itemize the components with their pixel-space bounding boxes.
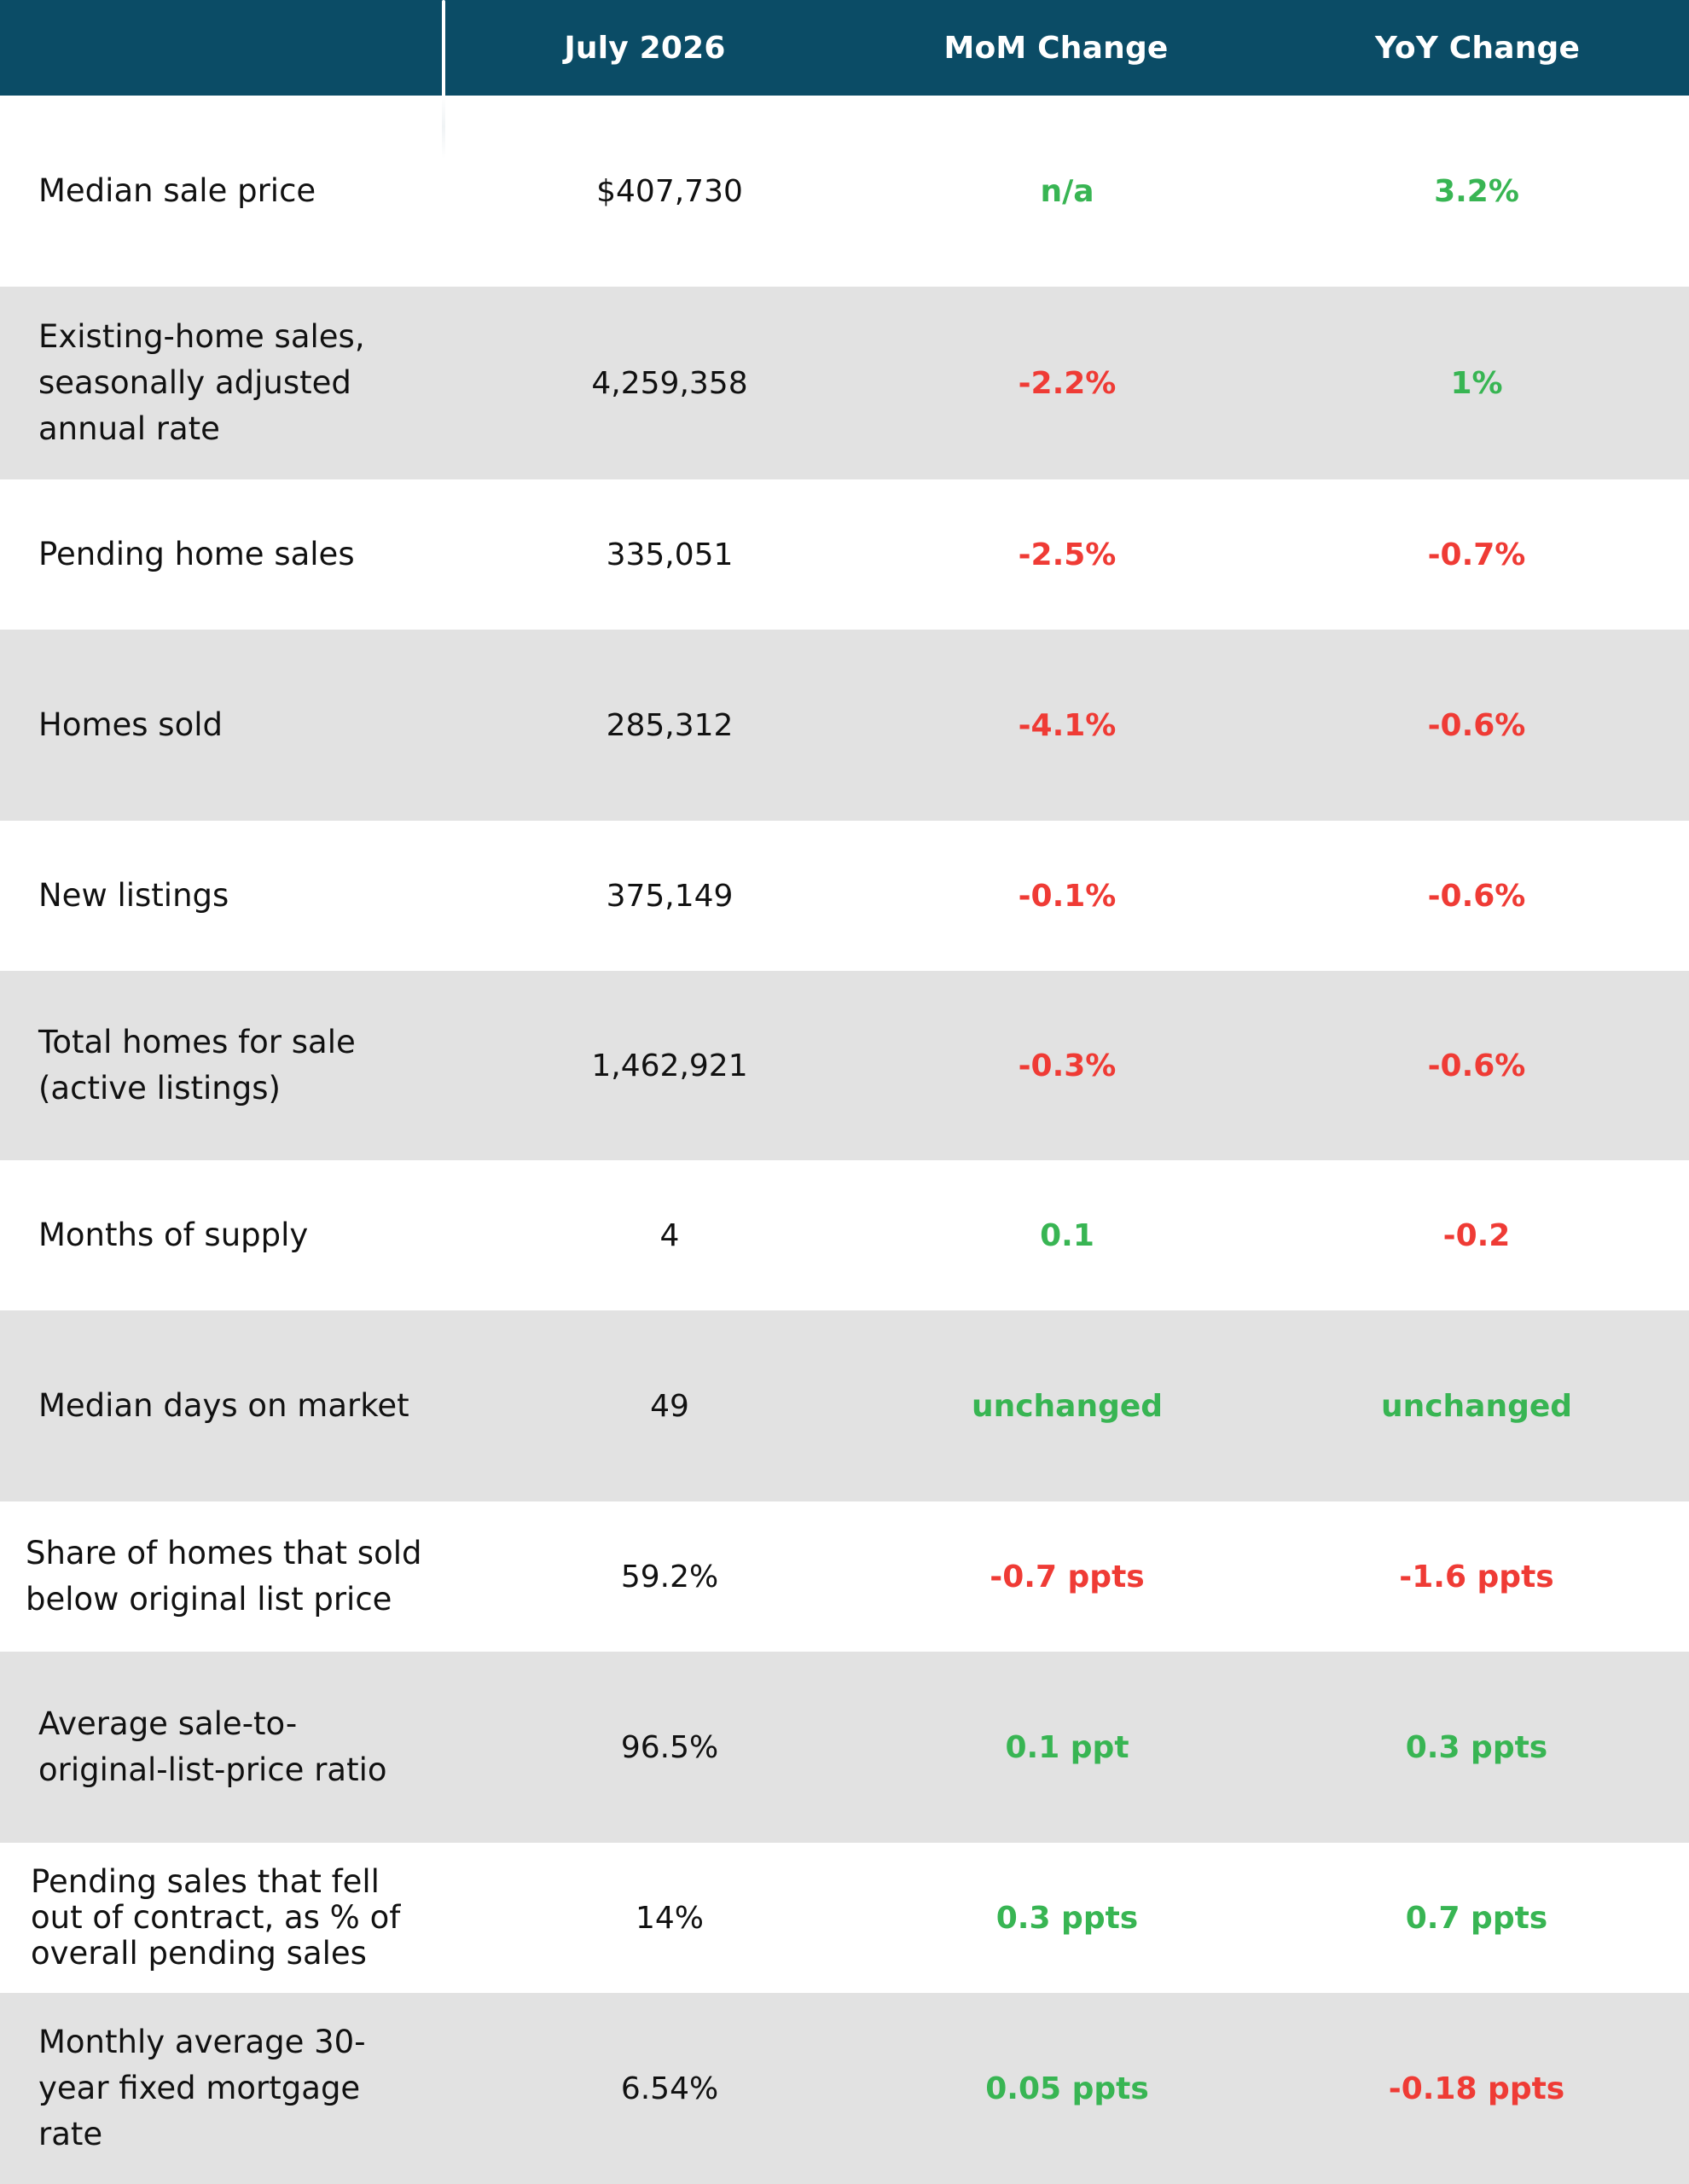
table-row — [0, 479, 1689, 630]
row-value: 4 — [659, 1217, 680, 1253]
row-yoy-change: -1.6 ppts — [1399, 1559, 1554, 1594]
row-label-text: Average sale-to-original-list-price ratio — [38, 1705, 387, 1788]
table-header — [0, 0, 1689, 96]
row-label-text: Existing-home sales, seasonally adjusted annual rate — [38, 318, 365, 447]
row-value: 1,462,921 — [591, 1048, 748, 1083]
row-mom-change: -2.5% — [1018, 537, 1117, 572]
table-row — [0, 1652, 1689, 1843]
row-yoy-change: -0.6% — [1427, 1048, 1526, 1083]
row-mom-change: -2.2% — [1018, 365, 1117, 401]
row-yoy-change: 1% — [1450, 365, 1503, 401]
header-column-divider — [442, 0, 445, 159]
row-mom-change: 0.1 — [1040, 1217, 1094, 1253]
row-mom-change: -0.7 ppts — [990, 1559, 1145, 1594]
row-yoy-change: 0.7 ppts — [1405, 1900, 1548, 1936]
row-value: 59.2% — [620, 1559, 719, 1594]
row-label-text: Pending sales that fell out of contract, as % of overall pending sales — [31, 1863, 401, 1972]
row-value: $407,730 — [596, 173, 743, 209]
row-value: 285,312 — [606, 707, 734, 743]
row-value: 375,149 — [606, 878, 734, 914]
row-yoy-change: -0.2 — [1442, 1217, 1511, 1253]
row-mom-change: 0.05 ppts — [985, 2071, 1149, 2106]
row-mom-change: -4.1% — [1018, 707, 1117, 743]
header-yoy-change: YoY Change — [1374, 30, 1581, 66]
table-row — [0, 1843, 1689, 1993]
row-label — [38, 971, 439, 1160]
row-label-text: Total homes for sale (active listings) — [38, 1024, 356, 1107]
row-yoy-change: -0.7% — [1427, 537, 1526, 572]
row-label: Homes sold — [38, 706, 223, 743]
row-label — [26, 1502, 427, 1652]
table-row — [0, 630, 1689, 821]
row-label: Median days on market — [38, 1387, 409, 1424]
table-row — [0, 1502, 1689, 1652]
row-value: 4,259,358 — [591, 365, 748, 401]
row-yoy-change: 0.3 ppts — [1405, 1729, 1548, 1765]
row-value: 335,051 — [606, 537, 734, 572]
table-row — [0, 1993, 1689, 2184]
row-yoy-change: -0.6% — [1427, 707, 1526, 743]
table-row — [0, 287, 1689, 479]
row-label: Months of supply — [38, 1217, 309, 1253]
row-value: 96.5% — [620, 1729, 719, 1765]
row-yoy-change: -0.18 ppts — [1388, 2071, 1565, 2106]
row-value: 49 — [650, 1388, 689, 1424]
row-label — [38, 1993, 439, 2184]
row-mom-change: n/a — [1040, 173, 1094, 209]
row-mom-change: 0.3 ppts — [995, 1900, 1139, 1936]
table-row — [0, 1310, 1689, 1502]
header-mom-change: MoM Change — [943, 30, 1169, 66]
row-label: Pending home sales — [38, 536, 355, 572]
row-value: 6.54% — [620, 2071, 719, 2106]
row-mom-change: -0.1% — [1018, 878, 1117, 914]
table-row — [0, 971, 1689, 1160]
row-value: 14% — [635, 1900, 704, 1936]
row-label — [31, 1843, 432, 1993]
row-label — [38, 1652, 439, 1843]
table-row — [0, 821, 1689, 971]
row-yoy-change: unchanged — [1380, 1388, 1573, 1424]
row-label: New listings — [38, 877, 229, 914]
row-label-text: Monthly average 30-year fixed mortgage rate — [38, 2024, 366, 2152]
row-mom-change: -0.3% — [1018, 1048, 1117, 1083]
row-label — [38, 287, 439, 479]
table-row — [0, 96, 1689, 287]
row-mom-change: unchanged — [971, 1388, 1164, 1424]
table-row — [0, 1160, 1689, 1310]
row-yoy-change: -0.6% — [1427, 878, 1526, 914]
header-month: July 2026 — [564, 30, 726, 66]
row-yoy-change: 3.2% — [1434, 173, 1519, 209]
row-mom-change: 0.1 ppt — [1005, 1729, 1129, 1765]
row-label-text: Share of homes that sold below original list price — [26, 1535, 422, 1618]
row-label: Median sale price — [38, 172, 316, 209]
